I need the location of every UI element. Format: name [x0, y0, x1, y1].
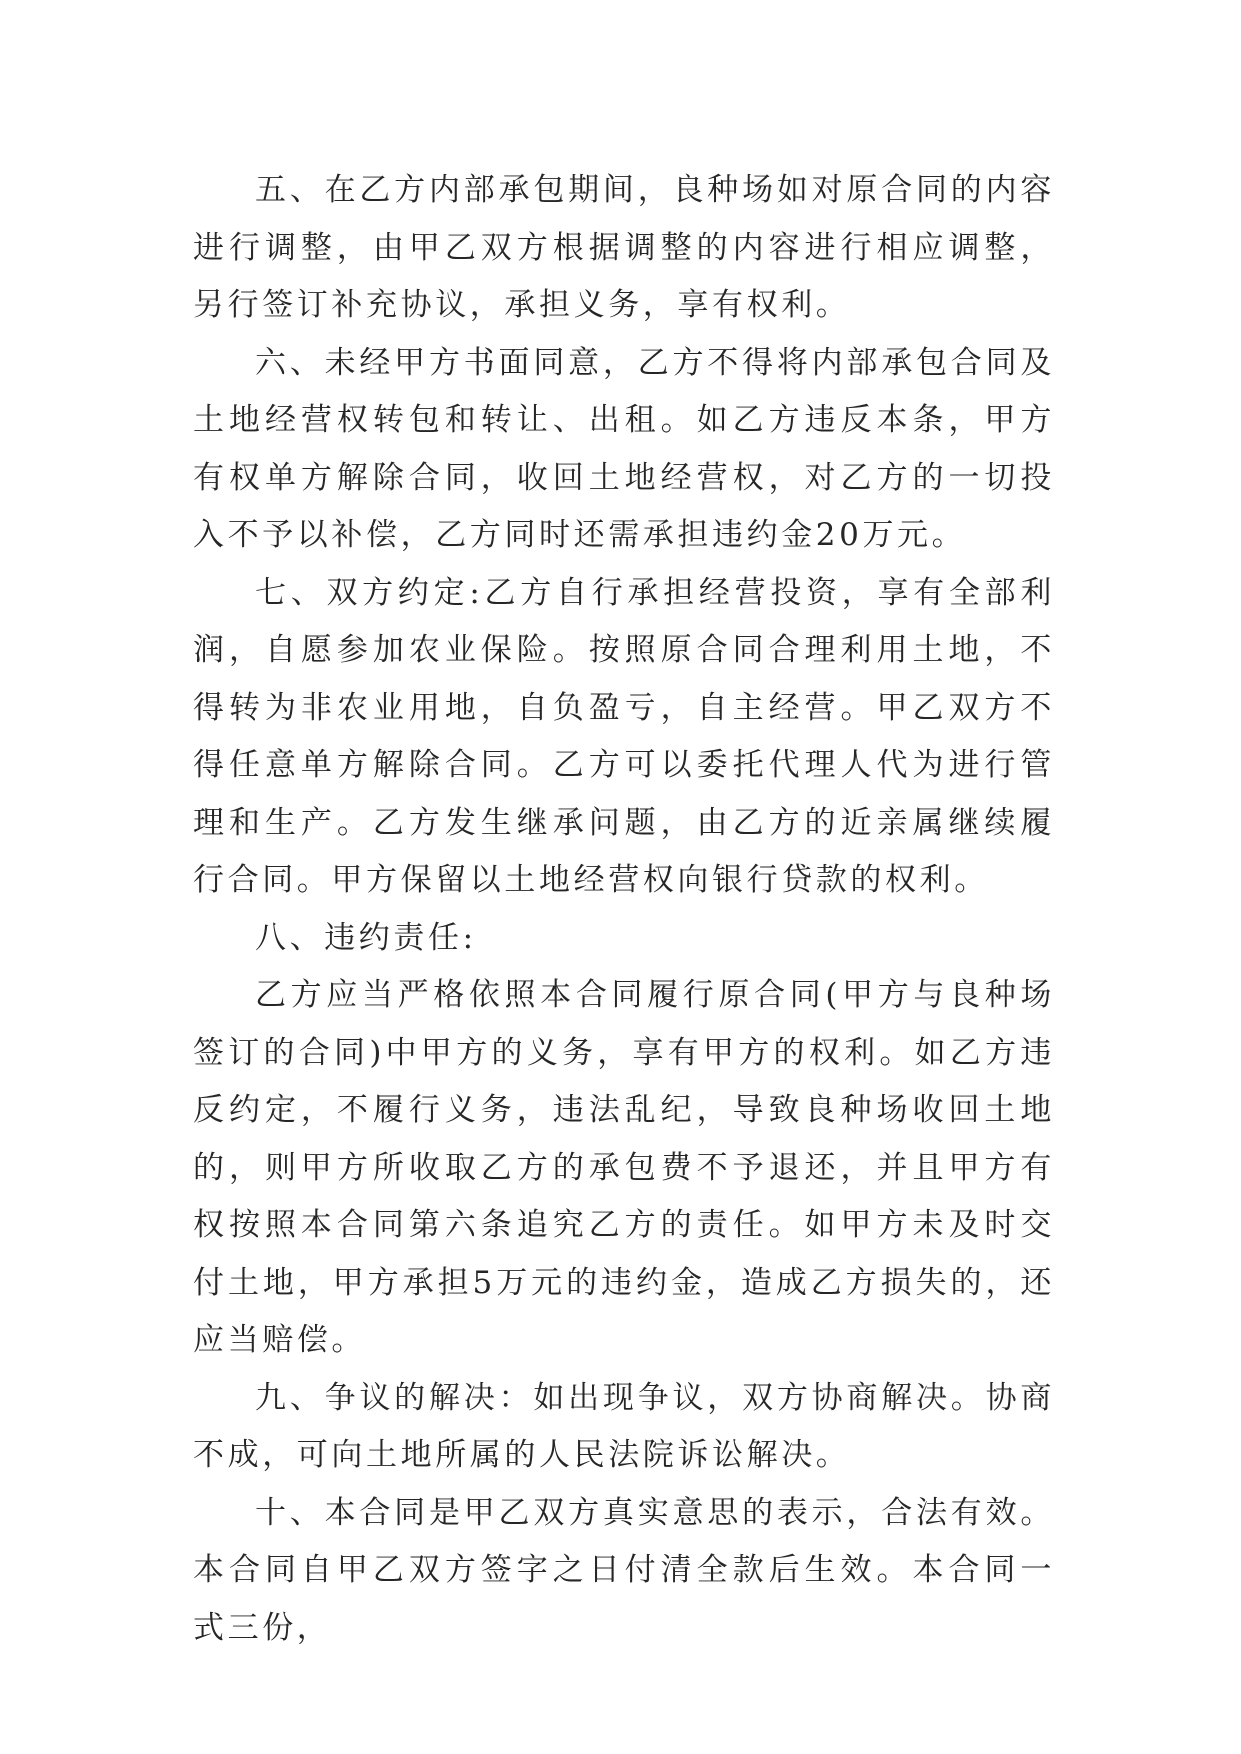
clause-five-paragraph: 五、在乙方内部承包期间，良种场如对原合同的内容进行调整，由甲乙双方根据调整的内容进行相应调整，另行签订补充协议，承担义务，享有权利。 — [193, 172, 1055, 323]
clause-ten-paragraph: 十、本合同是甲乙双方真实意思的表示，合法有效。本合同自甲乙双方签字之日付清全款后生效。本合同一式三份， — [193, 1494, 1055, 1646]
clause-nine-paragraph: 九、争议的解决：如出现争议，双方协商解决。协商不成，可向土地所属的人民法院诉讼解决。 — [193, 1379, 1055, 1473]
clause-eight-heading: 八、违约责任: — [255, 919, 477, 956]
clause-six-paragraph: 六、未经甲方书面同意，乙方不得将内部承包合同及土地经营权转包和转让、出租。如乙方违反本条，甲方有权单方解除合同，收回土地经营权，对乙方的一切投入不予以补偿，乙方同时还需承担违约金20万元。 — [193, 344, 1055, 553]
clause-eight-paragraph: 乙方应当严格依照本合同履行原合同(甲方与良种场签订的合同)中甲方的义务，享有甲方的权利。如乙方违反约定，不履行义务，违法乱纪，导致良种场收回土地的，则甲方所收取乙方的承包费不予退还，并且甲方有权按照本合同第六条追究乙方的责任。如甲方未及时交付土地，甲方承担5万元的违约金，造成乙方损失的，还应当赔偿。 — [193, 977, 1055, 1358]
clause-seven-paragraph: 七、双方约定:乙方自行承担经营投资，享有全部利润，自愿参加农业保险。按照原合同合理利用土地，不得转为非农业用地，自负盈亏，自主经营。甲乙双方不得任意单方解除合同。乙方可以委托代理人代为进行管理和生产。乙方发生继承问题，由乙方的近亲属继续履行合同。甲方保留以土地经营权向银行贷款的权利。 — [193, 574, 1055, 898]
contract-body — [193, 162, 1055, 1657]
